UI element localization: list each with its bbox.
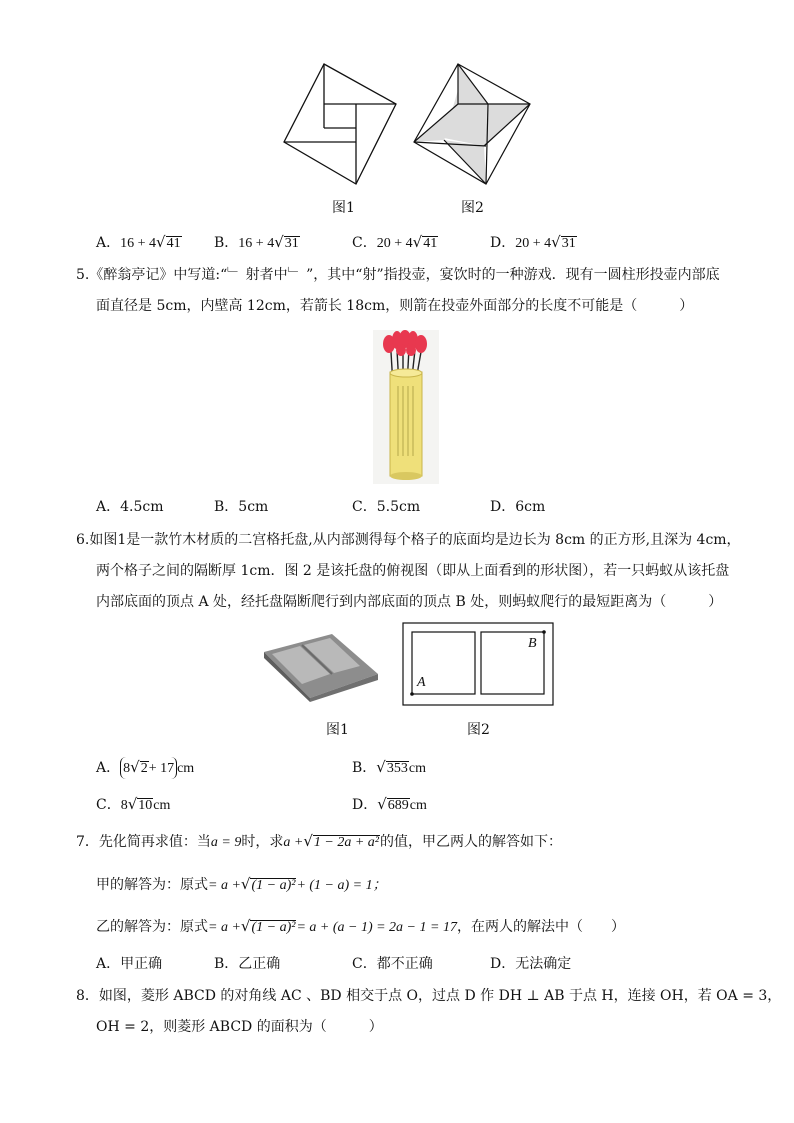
- q7-text: 乙的解答为：原式: [96, 919, 208, 935]
- q7-condition: a = 9: [210, 835, 242, 850]
- option-letter: C．: [96, 797, 121, 813]
- q4-option-d[interactable]: [490, 232, 577, 254]
- sqrt-symbol-icon: √: [551, 233, 561, 251]
- option-letter: B．: [352, 760, 377, 776]
- q7-option-d[interactable]: D．无法确定: [490, 956, 572, 972]
- q7-text: 的值，甲乙两人的解答如下：: [379, 834, 562, 850]
- q7-text: 甲的解答为：原式: [96, 877, 208, 893]
- option-letter: B．: [214, 235, 239, 251]
- option-value: 8: [123, 761, 131, 776]
- radicand: 41: [166, 236, 181, 251]
- option-letter: A．: [96, 760, 121, 776]
- q7-text: ，在两人的解法中（ ）: [456, 919, 625, 935]
- radicand: 689: [387, 798, 409, 813]
- q7-expr: = a + (a − 1) = 2a − 1 = 17: [296, 920, 457, 935]
- sqrt-symbol-icon: √: [274, 233, 284, 251]
- q7-option-c[interactable]: C．都不正确: [352, 956, 433, 972]
- option-letter: D．: [490, 235, 516, 251]
- q7-expr: + (1 − a) = 1；: [296, 878, 387, 893]
- radicand: 1 − 2a + a²: [313, 835, 379, 850]
- sqrt-symbol-icon: √: [303, 832, 313, 850]
- q5-option-a[interactable]: A．4.5cm: [96, 499, 164, 515]
- q5-option-d[interactable]: D．6cm: [490, 499, 546, 515]
- q4-figure-1: [280, 60, 400, 190]
- sqrt-symbol-icon: √: [156, 233, 166, 251]
- sqrt-symbol-icon: √: [240, 875, 251, 893]
- radicand: 31: [284, 236, 299, 251]
- option-letter: D．: [352, 797, 378, 813]
- q6-option-d[interactable]: [352, 794, 427, 816]
- q7-expr: = a +: [208, 878, 241, 893]
- q7-jia-answer: [96, 874, 387, 896]
- q5-line-1: 5.《醉翁亭记》中写道:“﹂ 射者中﹂ ”，其中“射”指投壶，宴饮时的一种游戏．现有一圆柱形投壶内部底: [76, 267, 720, 283]
- unit: cm: [153, 798, 171, 813]
- option-value: 16 + 4: [120, 236, 157, 251]
- q7-option-b[interactable]: B．乙正确: [214, 956, 281, 972]
- q6-line-3: 内部底面的顶点 A 处，经托盘隔断爬行到内部底面的顶点 B 处，则蚂蚁爬行的最短距离为（ ）: [96, 594, 723, 610]
- option-value: 16 + 4: [238, 236, 275, 251]
- option-letter: C．: [352, 235, 377, 251]
- sqrt-symbol-icon: √: [377, 795, 387, 813]
- q6-tray-photo: [260, 630, 380, 702]
- option-letter: A．: [96, 235, 121, 251]
- radicand: 353: [386, 761, 408, 776]
- radicand: 2: [140, 761, 148, 776]
- q7-line-1: [76, 831, 562, 853]
- radicand: (1 − a)²: [251, 920, 296, 935]
- q6-point-b-label: B: [528, 636, 537, 651]
- sqrt-symbol-icon: √: [412, 233, 423, 251]
- q5-arrow-pot-photo: [373, 330, 439, 484]
- unit: cm: [409, 798, 427, 813]
- sqrt-symbol-icon: √: [130, 758, 140, 776]
- radicand: 31: [561, 236, 576, 251]
- q6-line-2: 两个格子之间的隔断厚 1cm．图 2 是该托盘的俯视图（即从上面看到的形状图），若一只蚂蚁从该托盘: [96, 563, 730, 579]
- q4-option-a[interactable]: [96, 232, 182, 254]
- option-value: 8: [120, 798, 128, 813]
- q5-option-b[interactable]: B．5cm: [214, 499, 269, 515]
- q4-fig1-caption: 图1: [332, 200, 355, 216]
- q5-option-c[interactable]: C．5.5cm: [352, 499, 421, 515]
- sqrt-symbol-icon: √: [376, 758, 386, 776]
- radicand: 10: [138, 798, 153, 813]
- q6-fig1-caption: 图1: [326, 722, 349, 738]
- q4-option-b[interactable]: [214, 232, 300, 254]
- q7-expr: = a +: [208, 920, 241, 935]
- q4-figure-2: [410, 60, 534, 190]
- q6-top-view-figure: [402, 622, 554, 706]
- q8-line-1: 8．如图，菱形 ABCD 的对角线 AC 、BD 相交于点 O，过点 D 作 DH ⊥ AB 于点 H，连接 OH，若 OA = 3，: [76, 988, 782, 1004]
- option-tail: + 17: [148, 761, 175, 776]
- q8-line-2: OH = 2，则菱形 ABCD 的面积为（ ）: [96, 1019, 383, 1035]
- q6-fig2-caption: 图2: [467, 722, 490, 738]
- option-value: 20 + 4: [376, 236, 413, 251]
- unit: cm: [408, 761, 426, 776]
- q6-option-b[interactable]: [352, 757, 426, 779]
- option-value: 20 + 4: [515, 236, 552, 251]
- q4-fig2-caption: 图2: [461, 200, 484, 216]
- radicand: 41: [423, 236, 438, 251]
- q7-yi-answer: [96, 916, 625, 938]
- q7-expr: a +: [283, 835, 304, 850]
- q6-line-1: 6.如图1是一款竹木材质的二宫格托盘,从内部测得每个格子的底面均是边长为 8cm 的正方形,且深为 4cm，: [76, 532, 741, 548]
- radicand: (1 − a)²: [251, 878, 296, 893]
- q6-point-a-label: A: [417, 675, 426, 690]
- q7-text: 时，求: [241, 834, 284, 850]
- q5-line-2: 面直径是 5cm，内壁高 12cm，若箭长 18cm，则箭在投壶外面部分的长度不可能是（ ）: [96, 298, 694, 314]
- q7-option-a[interactable]: A．甲正确: [96, 956, 163, 972]
- q4-option-c[interactable]: [352, 232, 438, 254]
- sqrt-symbol-icon: √: [240, 917, 251, 935]
- q6-option-c[interactable]: [96, 794, 170, 816]
- q6-option-a[interactable]: [96, 757, 194, 779]
- q7-text: 7．先化简再求值：当: [76, 834, 211, 850]
- sqrt-symbol-icon: √: [127, 795, 138, 813]
- unit: cm: [177, 761, 195, 776]
